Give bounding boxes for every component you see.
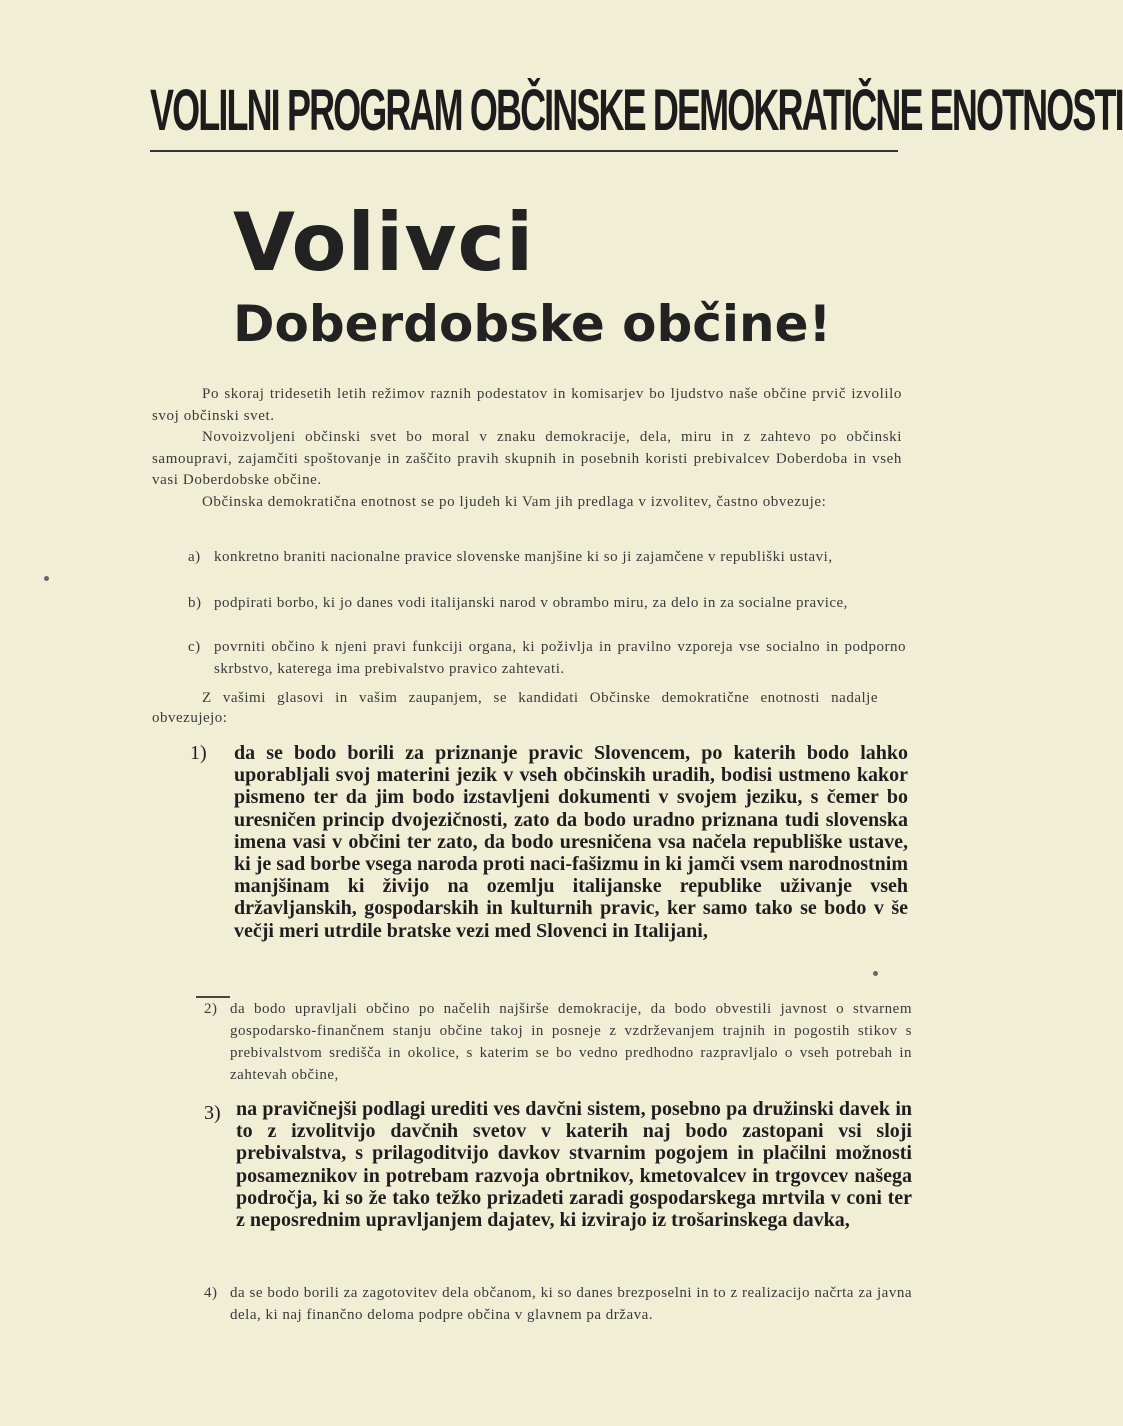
program-item-4	[204, 1282, 912, 1326]
commitment-a	[188, 546, 906, 568]
program-item-2	[204, 998, 912, 1086]
commitment-c	[188, 636, 906, 680]
commitment-text: konkretno braniti nacionalne pravice slovenske manjšine ki so ji zajamčene v republiški ustavi,	[214, 549, 833, 565]
title-municipality: Doberdobske občine!	[233, 295, 832, 353]
ink-dot	[873, 971, 878, 976]
ink-dot	[44, 576, 49, 581]
intro-section	[152, 384, 902, 514]
program-banner: VOLILNI PROGRAM OBČINSKE DEMOKRATIČNE ENOTNOSTI	[150, 78, 1123, 143]
intro-paragraph-1: Po skoraj tridesetih letih režimov raznih podestatov in komisarjev bo ljudstvo naše občine prvič izvolilo svoj občinski svet.	[152, 386, 902, 424]
program-item-1	[190, 742, 908, 942]
commitment-text: povrniti občino k njeni pravi funkciji organa, ki poživlja in pravilno vzporeja vse socialno in podporno skrbstvo, katerega ima prebivalstvo pravico zahtevati.	[214, 639, 906, 677]
intro-paragraph-2: Novoizvoljeni občinski svet bo moral v znaku demokracije, dela, miru in z zahtevo po občinski samoupravi, zajamčiti spoštovanje in zaščito pravih skupnih in posebnih koristi prebivalcev Doberdoba in vseh vasi Doberdobske občine.	[152, 429, 902, 489]
commitment-label: a)	[188, 549, 201, 565]
commitment-text: podpirati borbo, ki jo danes vodi italijanski narod v obrambo miru, za delo in za socialne pravice,	[214, 595, 848, 611]
banner-underline	[150, 150, 898, 152]
program-label: 3)	[204, 1102, 221, 1124]
candidates-paragraph: Z vašimi glasovi in vašim zaupanjem, se kandidati Občinske demokratične enotnosti nadalje obvezujejo:	[152, 690, 878, 726]
program-text: da bodo upravljali občino po načelih najširše demokracije, da bodo obvestili javnost o stvarnem gospodarsko-finančnem stanju občine takoj in posneje z vzdrževanjem trajnih in pogostih stikov s prebivalstvom središča in okolice, s katerim se bo vedno predhodno razpravljalo o vseh potrebah in zahtevah občine,	[230, 1001, 912, 1083]
commitment-b	[188, 592, 906, 614]
intro-paragraph-3: Občinska demokratična enotnost se po ljudeh ki Vam jih predlaga v izvolitev, častno obvezuje:	[202, 493, 827, 510]
commitment-label: c)	[188, 639, 201, 655]
program-label: 4)	[204, 1285, 218, 1301]
program-label: 2)	[204, 1001, 218, 1017]
program-item-3	[204, 1098, 912, 1231]
program-text: na pravičnejši podlagi urediti ves davčni sistem, posebno pa družinski davek in to z izvolitvijo davčnih svetov v katerih naj bodo zastopani vsi sloji prebivalstva, s prilagoditvijo davkov stvarnim pogojem in plačilni možnosti posameznikov in potrebam razvoja obrtnikov, kmetovalcev in trgovcev našega področja, ki so že tako težko prizadeti zaradi gospodarskega mrtvila v coni ter z neposrednim upravljanjem dajatev, ki izvirajo iz trošarinskega davka,	[236, 1098, 912, 1232]
program-text: da se bodo borili za zagotovitev dela občanom, ki so danes brezposelni in to z realizacijo načrta za javna dela, ki naj finančno deloma podpre občina v glavnem pa država.	[230, 1285, 912, 1323]
commitment-label: b)	[188, 595, 202, 611]
program-text: da se bodo borili za priznanje pravic Slovencem, po katerih bodo lahko uporabljali svoj materini jezik v vseh občinskih uradih, bodisi ustmeno kakor pismeno ter da jim bodo izstavljeni dokumenti v svojem jeziku, s čemer bo uresničen princip dvojezičnosti, zato da bodo uradno priznana tudi slovenska imena vasi v občini ter zato, da bodo uresničena vsa načela republiške ustave, ki je sad borbe vsega naroda proti naci-fašizmu in ki jamči vsem narodnostnim manjšinam ki živijo na ozemlju italijanske republike uživanje vseh državljanskih, gospodarskih in kulturnih pravic, ker samo tako se bodo v še večji meri utrdile bratske vezi med Slovenci in Italijani,	[234, 742, 908, 942]
program-label: 1)	[190, 742, 207, 764]
title-voters: Volivci	[233, 196, 535, 289]
